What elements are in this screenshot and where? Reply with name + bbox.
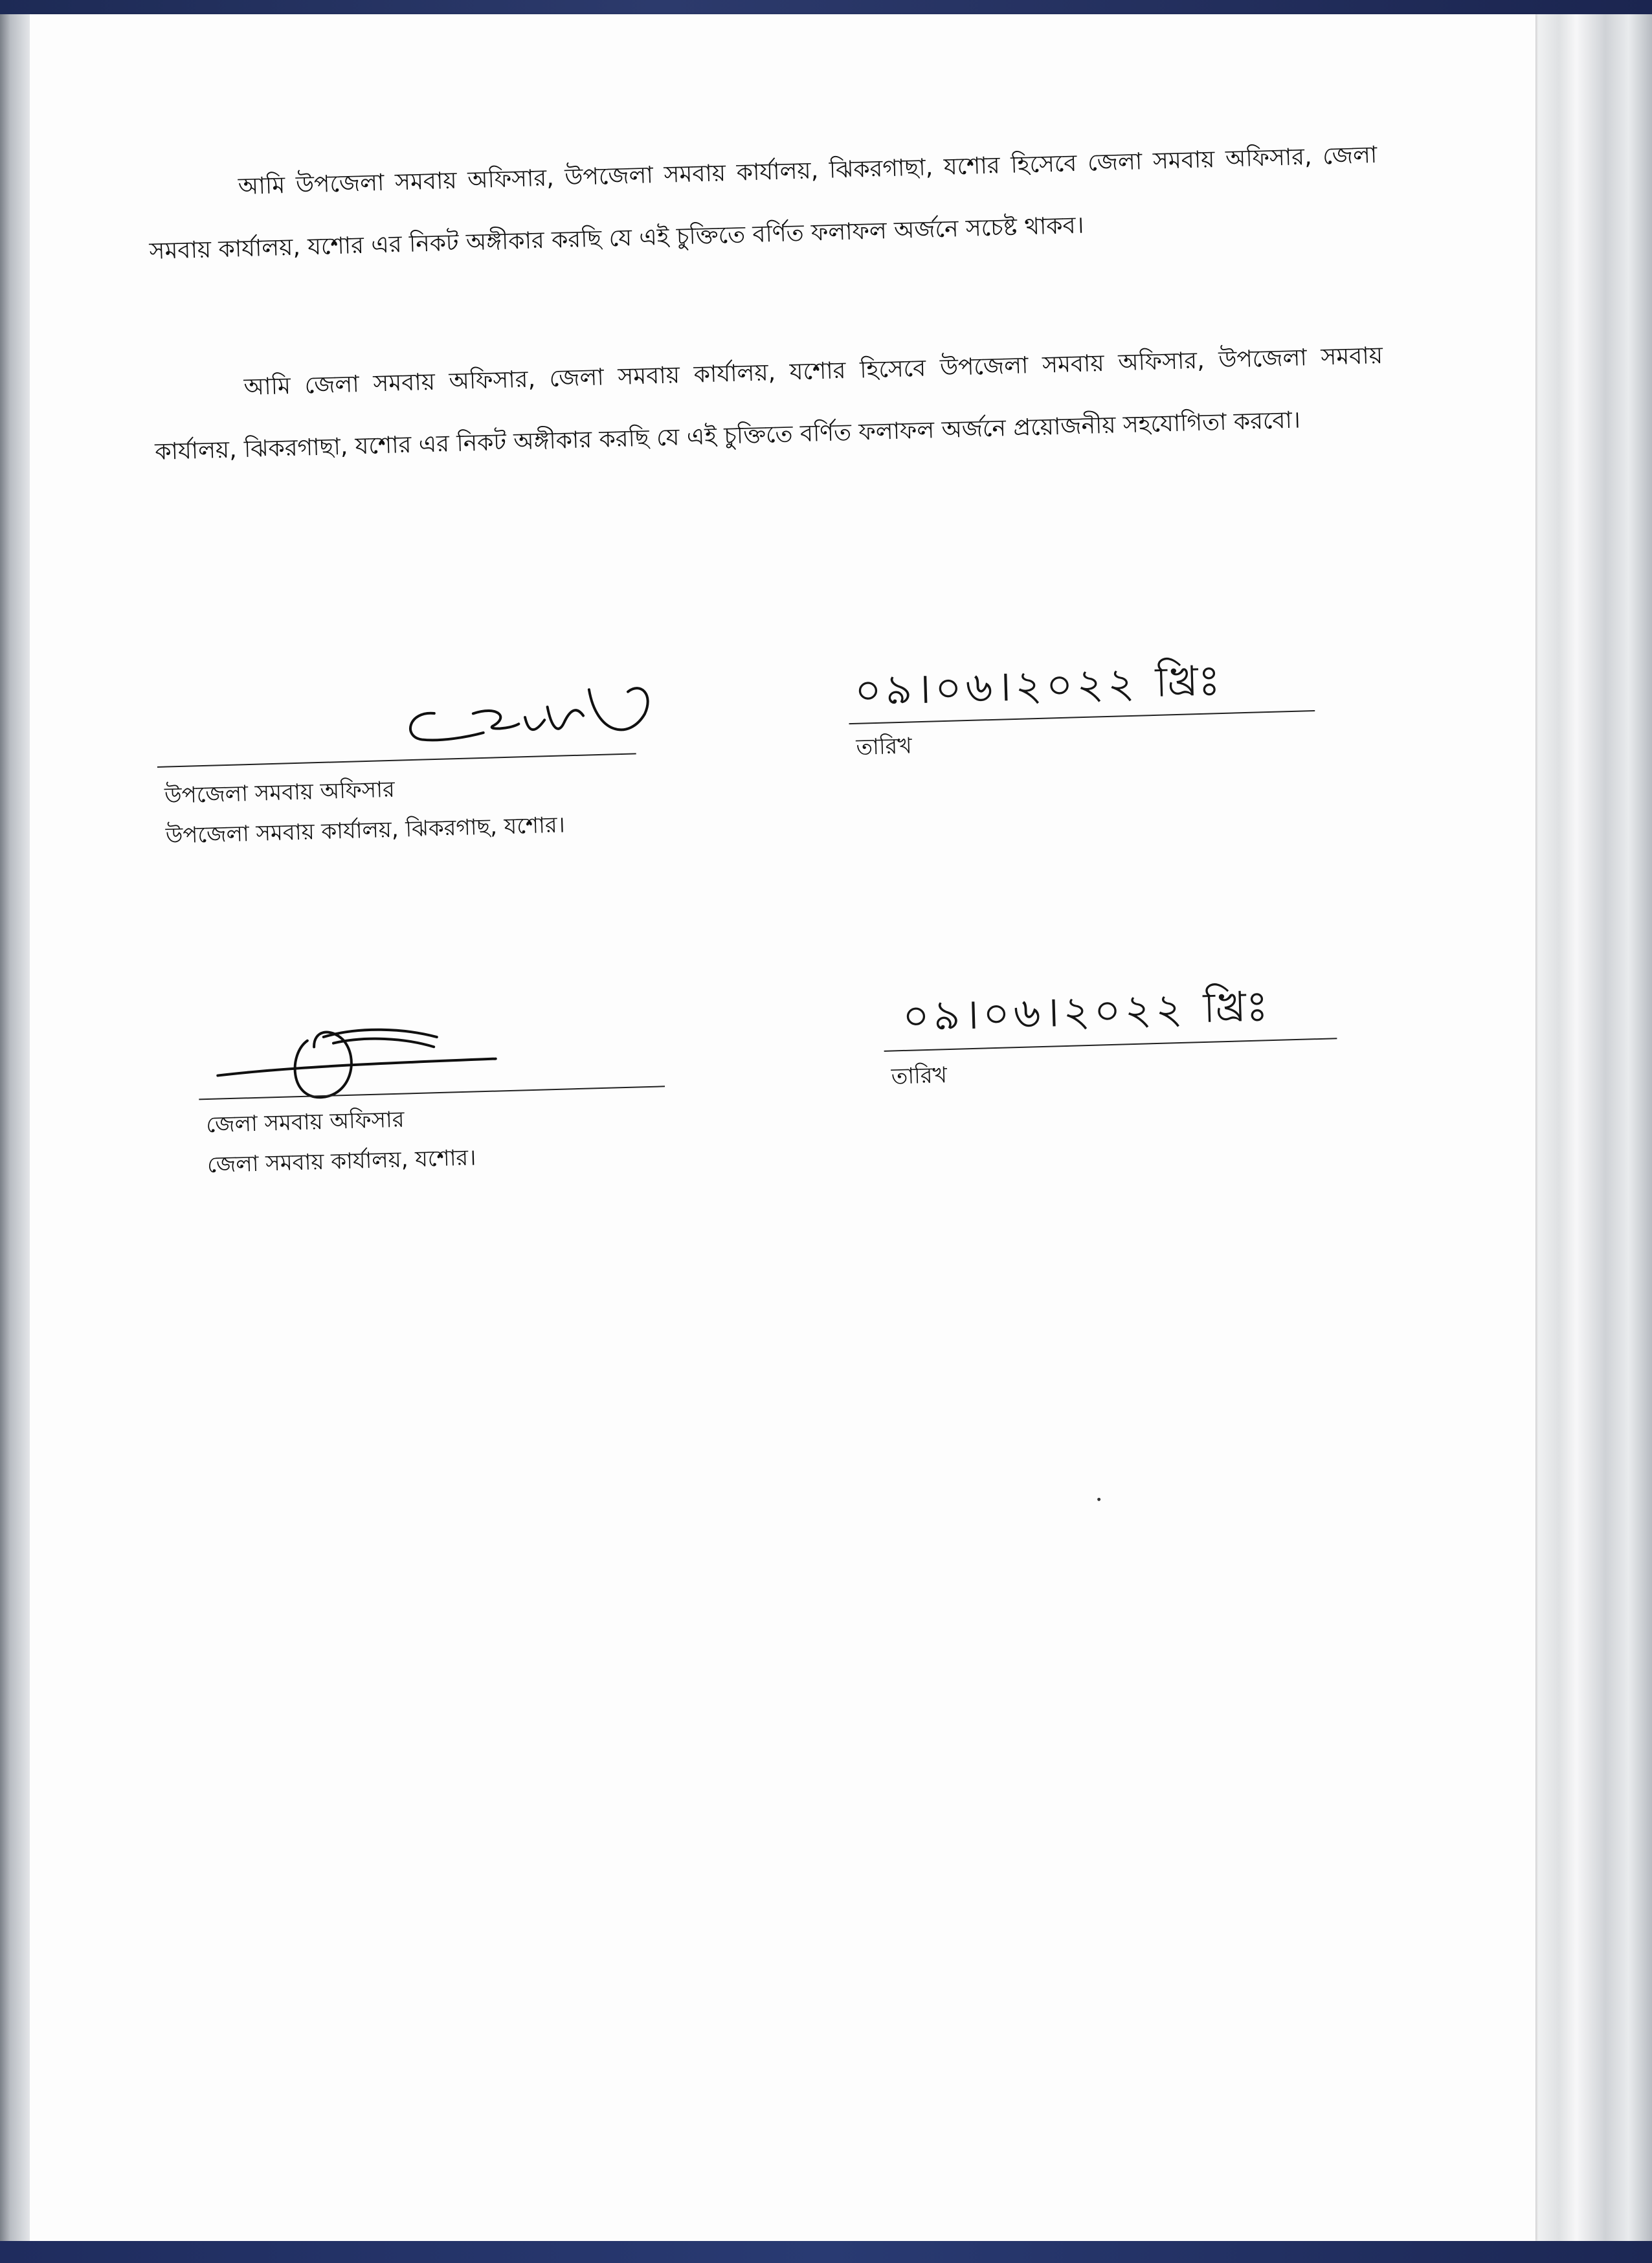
signatory-office-district: জেলা সমবায় কার্যালয়, যশোর। [206,1144,476,1179]
handwritten-date-upazila: ০৯।০৬।২০২২ খ্রিঃ [854,656,1225,715]
page-content [14,0,1581,2261]
date-label-upazila: তারিখ [855,733,913,761]
signature-upazila-officer [394,668,669,766]
signatory-title-district: জেলা সমবায় অফিসার [205,1106,405,1139]
pledge-paragraph-upazila: আমি উপজেলা সমবায় অফিসার, উপজেলা সমবায় কার্যালয়, ঝিকরগাছা, যশোর হিসেবে জেলা সমবায় অফিসার, জেলা সমবায় কার্যালয়, যশোর এর নিকট অঙ্গীকার করছি যে এই চুক্তিতে বর্ণিত ফলাফল অর্জনে সচেষ্ট থাকব। [149,142,1378,265]
date-label-district: তারিখ [891,1062,948,1090]
scan-bottom-border [0,2241,1652,2263]
document-page [30,14,1535,2241]
signatory-title-upazila: উপজেলা সমবায় অফিসার [164,776,396,809]
speck [1097,1498,1100,1501]
handwritten-date-district: ০৯।০৬।২০২২ খ্রিঃ [902,983,1273,1041]
signatory-office-upazila: উপজেলা সমবায় কার্যালয়, ঝিকরগাছ, যশোর। [165,812,566,849]
pledge-paragraph-district: আমি জেলা সমবায় অফিসার, জেলা সমবায় কার্যালয়, যশোর হিসেবে উপজেলা সমবায় অফিসার, উপজেলা সমবায় কার্যালয়, ঝিকরগাছা, যশোর এর নিকট অঙ্গীকার করছি যে এই চুক্তিতে বর্ণিত ফলাফল অর্জনে প্রয়োজনীয় সহযোগিতা করবো। [154,342,1383,465]
